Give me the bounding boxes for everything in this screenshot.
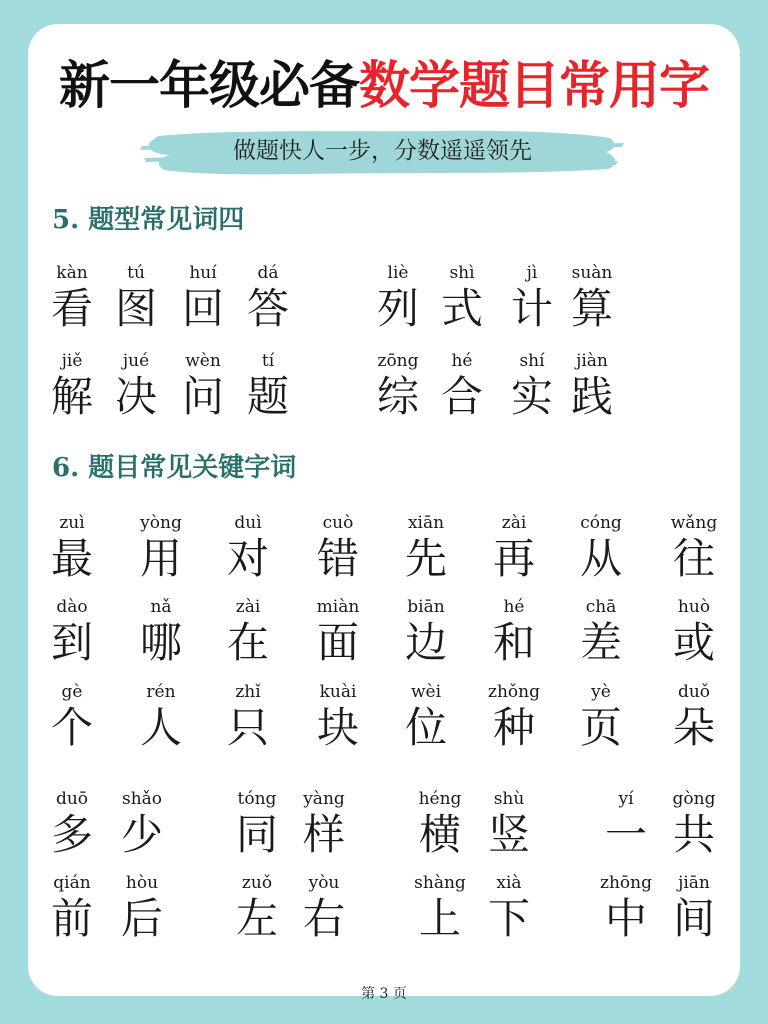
pinyin: gòng [672, 789, 716, 809]
hanzi: 看 [50, 284, 93, 333]
char-cell [129, 681, 193, 753]
char-cell [292, 872, 356, 944]
hanzi: 式 [440, 284, 483, 333]
hanzi: 答 [246, 284, 289, 333]
char-cell [236, 350, 300, 422]
pinyin: shù [493, 789, 525, 809]
hanzi: 用 [139, 534, 182, 583]
char-cell [225, 788, 289, 860]
pinyin: duǒ [677, 682, 711, 702]
hanzi: 列 [376, 284, 419, 333]
char-cell [366, 262, 430, 334]
char-cell [477, 872, 541, 944]
hanzi: 算 [570, 284, 613, 333]
pinyin: huò [677, 597, 711, 617]
pinyin: zuì [59, 513, 85, 533]
char-cell [40, 681, 104, 753]
char-cell [366, 350, 430, 422]
pinyin: nǎ [150, 597, 172, 617]
hanzi: 样 [302, 810, 345, 859]
pinyin: biān [407, 597, 445, 617]
hanzi: 边 [404, 618, 447, 667]
char-cell [662, 872, 726, 944]
char-cell [110, 872, 174, 944]
title-part-black: 新一年级必备 [58, 57, 359, 116]
char-cell [394, 512, 458, 584]
subtitle-banner [140, 124, 625, 178]
char-cell [236, 262, 300, 334]
char-cell [662, 681, 726, 753]
hanzi: 错 [316, 534, 359, 583]
pinyin: liè [387, 263, 409, 283]
pinyin: qián [53, 873, 91, 893]
hanzi: 到 [50, 618, 93, 667]
char-cell [662, 788, 726, 860]
hanzi: 面 [316, 618, 359, 667]
hanzi: 前 [50, 894, 93, 943]
hanzi: 多 [50, 810, 93, 859]
char-cell [171, 350, 235, 422]
hanzi: 图 [114, 284, 157, 333]
hanzi: 合 [440, 372, 483, 421]
hanzi: 后 [120, 894, 163, 943]
hanzi: 少 [120, 810, 163, 859]
hanzi: 题 [246, 372, 289, 421]
char-cell [225, 872, 289, 944]
pinyin: wǎng [670, 513, 718, 533]
hanzi: 中 [604, 894, 647, 943]
pinyin: zōng [377, 351, 419, 371]
pinyin: gè [61, 682, 83, 702]
hanzi: 人 [139, 703, 182, 752]
hanzi: 实 [510, 372, 553, 421]
char-cell [430, 350, 494, 422]
pinyin: tí [261, 351, 275, 371]
char-cell [394, 596, 458, 668]
pinyin: wèi [410, 682, 442, 702]
char-cell [482, 596, 546, 668]
hanzi: 或 [672, 618, 715, 667]
pinyin: kuài [319, 682, 357, 702]
subtitle-text: 做题快人一步，分数遥遥领先 [233, 138, 532, 164]
char-cell [569, 596, 633, 668]
hanzi: 问 [181, 372, 224, 421]
pinyin: jiě [61, 351, 83, 371]
pinyin: xià [496, 873, 522, 893]
char-cell [594, 788, 658, 860]
hanzi: 块 [316, 703, 359, 752]
char-cell [662, 512, 726, 584]
pinyin: shàng [414, 873, 466, 893]
pinyin: jiàn [576, 351, 608, 371]
pinyin: hòu [125, 873, 159, 893]
pinyin: xiān [407, 513, 445, 533]
pinyin: chā [585, 597, 617, 617]
hanzi: 决 [114, 372, 157, 421]
pinyin: miàn [316, 597, 360, 617]
hanzi: 综 [376, 372, 419, 421]
char-cell [110, 788, 174, 860]
hanzi: 一 [604, 810, 647, 859]
hanzi: 先 [404, 534, 447, 583]
char-cell [569, 512, 633, 584]
char-cell [40, 596, 104, 668]
char-cell [104, 350, 168, 422]
char-cell [500, 350, 564, 422]
char-cell [477, 788, 541, 860]
hanzi: 同 [235, 810, 278, 859]
char-cell [40, 512, 104, 584]
char-cell [569, 681, 633, 753]
pinyin: suàn [571, 263, 613, 283]
pinyin: duō [55, 789, 89, 809]
char-cell [560, 262, 624, 334]
char-cell [430, 262, 494, 334]
char-cell [500, 262, 564, 334]
pinyin: héng [418, 789, 462, 809]
hanzi: 往 [672, 534, 715, 583]
char-cell [306, 512, 370, 584]
hanzi: 页 [579, 703, 622, 752]
pinyin: tú [127, 263, 145, 283]
char-cell [394, 681, 458, 753]
page-title [0, 52, 768, 122]
hanzi: 在 [226, 618, 269, 667]
hanzi: 位 [404, 703, 447, 752]
char-cell [560, 350, 624, 422]
pinyin: zhōng [600, 873, 652, 893]
char-cell [171, 262, 235, 334]
pinyin: yòu [308, 873, 340, 893]
pinyin: cóng [580, 513, 622, 533]
hanzi: 哪 [139, 618, 182, 667]
hanzi: 横 [418, 810, 461, 859]
pinyin: jì [526, 263, 538, 283]
hanzi: 上 [418, 894, 461, 943]
pinyin: shì [449, 263, 475, 283]
pinyin: shí [519, 351, 545, 371]
char-cell [482, 512, 546, 584]
pinyin: shǎo [121, 789, 163, 809]
pinyin: hé [451, 351, 473, 371]
hanzi: 再 [492, 534, 535, 583]
char-cell [216, 512, 280, 584]
pinyin: jué [122, 351, 150, 371]
pinyin: zhǐ [235, 682, 261, 702]
hanzi: 践 [570, 372, 613, 421]
char-cell [40, 350, 104, 422]
hanzi: 左 [235, 894, 278, 943]
pinyin: yí [618, 789, 634, 809]
hanzi: 对 [226, 534, 269, 583]
pinyin: hé [503, 597, 525, 617]
pinyin: zài [501, 513, 527, 533]
title-part-red: 数学题目常用字 [359, 57, 710, 116]
pinyin: yòng [140, 513, 182, 533]
pinyin: kàn [56, 263, 88, 283]
hanzi: 右 [302, 894, 345, 943]
section-6-heading: 6. 题目常见关键字词 [52, 453, 297, 483]
hanzi: 从 [579, 534, 622, 583]
pinyin: zhǒng [488, 682, 540, 702]
pinyin: jiān [678, 873, 710, 893]
hanzi: 和 [492, 618, 535, 667]
hanzi: 解 [50, 372, 93, 421]
hanzi: 差 [579, 618, 622, 667]
char-cell [482, 681, 546, 753]
pinyin: zuǒ [241, 873, 273, 893]
pinyin: wèn [185, 351, 221, 371]
hanzi: 只 [226, 703, 269, 752]
pinyin: dá [257, 263, 279, 283]
pinyin: huí [189, 263, 217, 283]
char-cell [662, 596, 726, 668]
hanzi: 回 [181, 284, 224, 333]
char-cell [40, 872, 104, 944]
pinyin: duì [234, 513, 262, 533]
char-cell [306, 681, 370, 753]
char-cell [129, 596, 193, 668]
char-cell [129, 512, 193, 584]
char-cell [408, 872, 472, 944]
char-cell [292, 788, 356, 860]
pinyin: rén [146, 682, 176, 702]
char-cell [594, 872, 658, 944]
hanzi: 下 [487, 894, 530, 943]
pinyin: zài [235, 597, 261, 617]
hanzi: 计 [510, 284, 553, 333]
pinyin: yè [591, 682, 611, 702]
hanzi: 种 [492, 703, 535, 752]
char-cell [408, 788, 472, 860]
pinyin: yàng [303, 789, 345, 809]
char-cell [216, 596, 280, 668]
pinyin: tóng [237, 789, 277, 809]
char-cell [40, 262, 104, 334]
hanzi: 间 [672, 894, 715, 943]
hanzi: 竖 [487, 810, 530, 859]
hanzi: 最 [50, 534, 93, 583]
page-number: 第 3 页 [361, 986, 407, 1002]
char-cell [104, 262, 168, 334]
pinyin: cuò [322, 513, 354, 533]
hanzi: 朵 [672, 703, 715, 752]
char-cell [306, 596, 370, 668]
hanzi: 共 [672, 810, 715, 859]
char-cell [216, 681, 280, 753]
section-5-heading: 5. 题型常见词四 [52, 205, 245, 235]
pinyin: dào [56, 597, 88, 617]
char-cell [40, 788, 104, 860]
hanzi: 个 [50, 703, 93, 752]
